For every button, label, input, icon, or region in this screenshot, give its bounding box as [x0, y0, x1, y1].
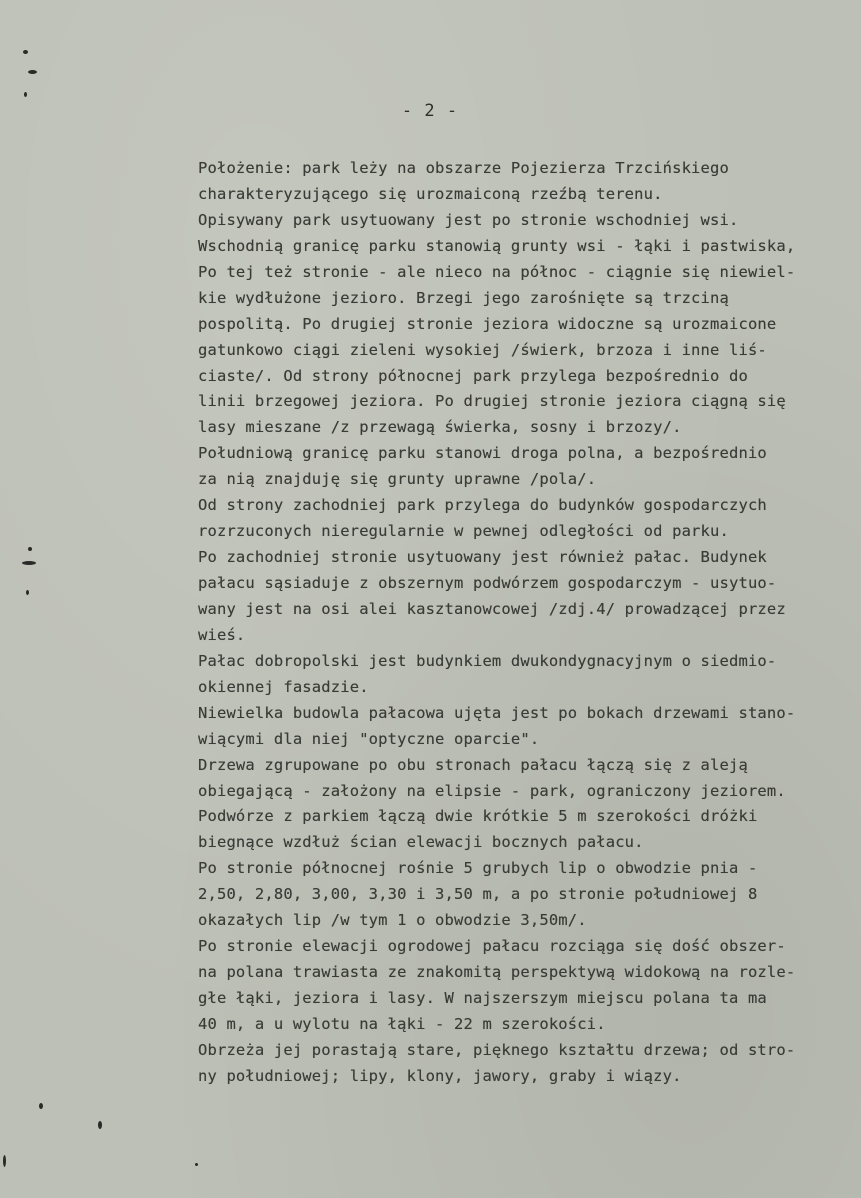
text-line: obiegającą - założony na elipsie - park, ograniczony jeziorem. [198, 781, 786, 800]
text-line: Po stronie elewacji ogrodowej pałacu rozciąga się dość obszer- [198, 937, 786, 956]
text-line: na polana trawiasta ze znakomitą perspektywą widokową na rozle- [198, 963, 796, 982]
text-line: Pałac dobropolski jest budynkiem dwukondygnacyjnym o siedmio- [198, 651, 777, 670]
text-line: Opisywany park usytuowany jest po stronie wschodniej wsi. [198, 210, 739, 229]
text-line: Od strony zachodniej park przylega do budynków gospodarczych [198, 496, 767, 515]
text-line: Po tej też stronie - ale nieco na północ - ciągnie się niewiel- [198, 262, 796, 281]
text-line: kie wydłużone jezioro. Brzegi jego zarośnięte są trzciną [198, 288, 729, 307]
text-line: rozrzuconych nieregularnie w pewnej odległości od parku. [198, 522, 729, 541]
text-line: ny południowej; lipy, klony, jawory, graby i wiązy. [198, 1066, 682, 1085]
text-line: Wschodnią granicę parku stanowią grunty wsi - łąki i pastwiska, [198, 236, 796, 255]
text-line: pospolitą. Po drugiej stronie jeziora widoczne są urozmaicone [198, 314, 777, 333]
punch-mark [28, 70, 37, 74]
text-line: lasy mieszane /z przewagą świerka, sosny i brzozy/. [198, 418, 682, 437]
text-line: Po stronie północnej rośnie 5 grubych lip o obwodzie pnia - [198, 859, 758, 878]
text-line: Niewielka budowla pałacowa ujęta jest po bokach drzewami stano- [198, 703, 796, 722]
text-line: 2,50, 2,80, 3,00, 3,30 i 3,50 m, a po stronie południowej 8 [198, 885, 758, 904]
page-number: - 2 - [401, 101, 459, 121]
text-line: linii brzegowej jeziora. Po drugiej stronie jeziora ciągną się [198, 392, 786, 411]
text-line: Południową granicę parku stanowi droga polna, a bezpośrednio [198, 444, 767, 463]
text-line: za nią znajduję się grunty uprawne /pola/. [198, 470, 597, 489]
text-line: wiącymi dla niej "optyczne oparcie". [198, 729, 540, 748]
text-line: pałacu sąsiaduje z obszernym podwórzem gospodarczym - usytuo- [198, 574, 777, 592]
text-line: Położenie: park leży na obszarze Pojezierza Trzcińskiego [198, 159, 729, 177]
punch-mark [39, 1103, 43, 1109]
text-line: okiennej fasadzie. [198, 677, 369, 696]
text-line: Obrzeża jej porastają stare, pięknego kształtu drzewa; od stro- [198, 1040, 796, 1059]
text-line: Po zachodniej stronie usytuowany jest również pałac. Budynek [198, 548, 767, 567]
punch-mark [3, 1155, 6, 1167]
text-line: okazałych lip /w tym 1 o obwodzie 3,50m/. [198, 911, 587, 930]
text-line: Podwórze z parkiem łączą dwie krótkie 5 m szerokości dróżki [198, 807, 758, 826]
typewritten-text [198, 156, 838, 1090]
text-line: ciaste/. Od strony północnej park przylega bezpośrednio do [198, 366, 748, 385]
text-line: biegnące wzdłuż ścian elewacji bocznych pałacu. [198, 833, 644, 852]
text-line: głe łąki, jeziora i lasy. W najszerszym miejscu polana ta ma [198, 989, 767, 1007]
text-line: charakteryzującego się urozmaiconą rzeźbą terenu. [198, 184, 663, 203]
text-line: wieś. [198, 625, 246, 644]
punch-mark [22, 561, 36, 565]
punch-mark [98, 1121, 102, 1129]
text-line: gatunkowo ciągi zieleni wysokiej /świerk, brzoza i inne liś- [198, 340, 767, 359]
punch-mark [23, 50, 28, 54]
text-line: 40 m, a u wylotu na łąki - 22 m szerokości. [198, 1014, 606, 1033]
text-line: wany jest na osi alei kasztanowcowej /zdj.4/ prowadzącej przez [198, 599, 786, 618]
punch-mark [24, 92, 27, 97]
punch-mark [28, 547, 32, 551]
text-line: Drzewa zgrupowane po obu stronach pałacu łączą się z aleją [198, 755, 748, 774]
punch-mark [195, 1163, 198, 1166]
punch-mark [26, 590, 29, 595]
